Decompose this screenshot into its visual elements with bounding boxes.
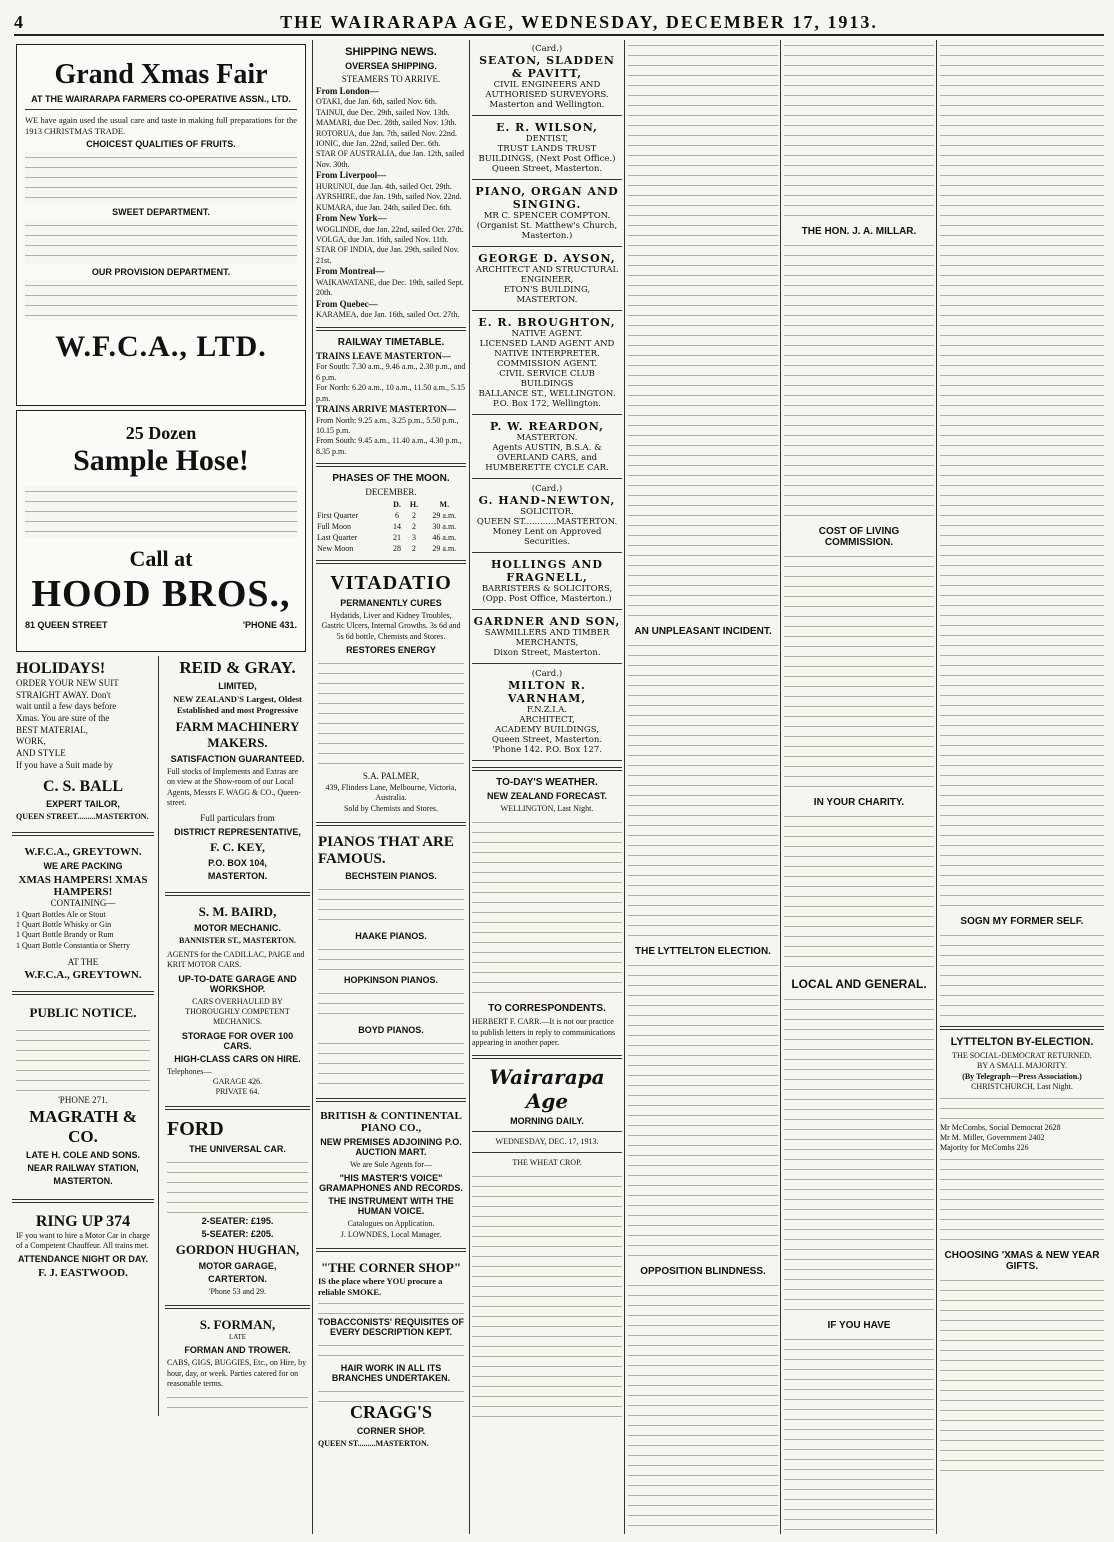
holidays-line: AND STYLE <box>16 748 66 759</box>
holidays-lines <box>16 678 150 772</box>
by-election-sub: THE SOCIAL-DEMOCRAT RETURNED. <box>952 1051 1092 1060</box>
greytown-at: AT THE <box>67 957 99 968</box>
if-you-have: IF YOU HAVE <box>827 1320 891 1331</box>
page-number: 4 <box>14 11 23 32</box>
rail-l1: For South: 7.30 a.m., 9.46 a.m., 2.30 p.m., and 6 p.m. <box>316 362 466 382</box>
corner-shop-ad <box>316 1258 466 1451</box>
card-line: (Organist St. Matthew's Church, Masterton.) <box>476 221 618 241</box>
baird-private: PRIVATE 64. <box>215 1087 260 1097</box>
moon-cell: 28 <box>392 543 401 553</box>
vitadatio-sub: PERMANENTLY CURES <box>340 597 442 608</box>
provision-heading: OUR PROVISION DEPARTMENT. <box>91 267 231 278</box>
hamper-item: 1 Quart Bottle Constantia or Sherry <box>16 940 130 950</box>
rail-arrive: TRAINS ARRIVE MASTERTON— <box>316 404 457 415</box>
moon-cell: 29 a.m. <box>432 543 457 553</box>
baird-storage: STORAGE FOR OVER 100 CARS. <box>181 1030 294 1051</box>
card-line: MR C. SPENCER COMPTON. <box>483 211 611 221</box>
nameplate-sub: MORNING DAILY. <box>510 1115 584 1126</box>
hamper-item: 1 Quart Bottle Whisky or Gin <box>16 919 112 929</box>
column-3 <box>472 40 622 1534</box>
ship-entry: KUMARA, due Jan. 24th, sailed Dec. 6th. <box>316 202 452 212</box>
ship-entry: MAMARI, due Dec. 28th, sailed Nov. 13th. <box>316 118 457 128</box>
moon-table <box>316 499 466 554</box>
card-line: ARCHITECT, <box>519 715 575 725</box>
card-name: SEATON, SLADDEN & PAVITT, <box>479 54 615 80</box>
greytown-title: W.F.C.A., GREYTOWN. <box>24 845 142 858</box>
card-line: ETON'S BUILDING, MASTERTON. <box>503 285 591 305</box>
baird-garage: UP-TO-DATE GARAGE AND WORKSHOP. <box>178 973 297 994</box>
xmas-fair-ad <box>16 44 306 406</box>
hon-millar: THE HON. J. A. MILLAR. <box>801 226 917 237</box>
ship-quebec-list <box>316 310 466 320</box>
farm-machinery: FARM MACHINERY MAKERS. <box>175 719 300 751</box>
xmas-fair-intro: WE have again used the usual care and taste in making full preparations for the 1913 CHRISTMAS TRADE. <box>25 115 297 136</box>
business-card <box>472 316 622 415</box>
card-line: 'Phone 142. P.O. Box 127. <box>492 745 602 755</box>
railway-title: RAILWAY TIMETABLE. <box>337 336 445 348</box>
card-line: QUEEN ST............MASTERTON. <box>476 517 618 527</box>
moon-cell: 2 <box>411 521 416 531</box>
baird-addr: BANNISTER ST., MASTERTON. <box>178 936 296 946</box>
vitadatio-cures: Hydatids, Liver and Kidney Troubles, Gastric Ulcers, Internal Growths. 3s 6d and 5s 6d bottle, Chemists and Stores. <box>321 610 461 641</box>
tailor-trade: EXPERT TAILOR, <box>46 798 120 809</box>
moon-month: DECEMBER. <box>365 487 417 498</box>
baird-title: S. M. BAIRD, <box>198 904 277 920</box>
card-line: CIVIL ENGINEERS AND AUTHORISED SURVEYORS. <box>485 80 609 100</box>
vitadatio-sold: Sold by Chemists and Stores. <box>343 803 438 813</box>
vitadatio-title: VITADATIO <box>330 571 452 594</box>
corner-q: IS the place where YOU procure a reliable SMOKE. <box>318 1276 443 1298</box>
from-ny: From New York— <box>316 212 387 223</box>
moon-cell: New Moon <box>317 543 354 553</box>
baird-overhaul: CARS OVERHAULED BY THOROUGHLY COMPETENT MECHANICS. <box>185 996 290 1027</box>
cost-of-living: COST OF LIVING COMMISSION. <box>818 526 900 548</box>
corner-hair: HAIR WORK IN ALL ITS BRANCHES UNDERTAKEN. <box>331 1363 451 1384</box>
card-line: LICENSED LAND AGENT AND NATIVE INTERPRETER. <box>479 339 615 359</box>
ship-ny-list <box>316 225 466 267</box>
nameplate-title: Wairarapa Age <box>489 1064 605 1113</box>
baird-agents: AGENTS for the CADILLAC, PAIGE and KRIT MOTOR CARS. <box>167 949 305 970</box>
card-line: CIVIL SERVICE CLUB BUILDINGS <box>499 369 595 389</box>
pianos-haake: HAAKE PIANOS. <box>355 930 427 941</box>
ship-entry: HURUNUI, due Jan. 4th, sailed Oct. 29th. <box>316 181 452 191</box>
in-your-charity: IN YOUR CHARITY. <box>813 797 905 808</box>
british-title: BRITISH & CONTINENTAL PIANO CO., <box>320 1109 462 1134</box>
ring-body: IF you want to hire a Motor Car in charge of a Competent Chauffeur. All trains met. <box>16 1230 150 1250</box>
ford-phone: 'Phone 53 and 29. <box>209 1286 266 1296</box>
pianos-boyd: BOYD PIANOS. <box>358 1024 424 1035</box>
from-quebec: From Quebec— <box>316 298 378 309</box>
ship-entry: IONIC, due Jan. 22nd, sailed Dec. 6th. <box>316 138 441 148</box>
corner-sub: CORNER SHOP. <box>356 1426 426 1437</box>
ship-entry: WOGLINDE, due Jan. 22nd, sailed Oct. 27th. <box>316 224 464 234</box>
moon-row <box>316 510 466 521</box>
unpleasant-incident: AN UNPLEASANT INCIDENT. <box>634 626 772 637</box>
british-agents: We are Sole Agents for— <box>350 1159 432 1169</box>
column-ads-left <box>12 40 310 1534</box>
holidays-line: Xmas. You are sure of the <box>16 713 110 724</box>
moon-cell: 2 <box>411 510 416 520</box>
card-label: (Card.) <box>531 44 563 54</box>
card-line: ACADEMY BUILDINGS, <box>495 725 599 735</box>
rep-town: MASTERTON. <box>207 871 268 882</box>
ship-liverpool-list <box>316 182 466 213</box>
holidays-line: ORDER YOUR NEW SUIT <box>16 678 119 688</box>
hamper-item: 1 Quart Bottle Brandy or Rum <box>16 930 114 940</box>
business-cards <box>472 44 622 761</box>
ford-five: 5-SEATER: £205. <box>201 1228 274 1239</box>
pianos-hop: HOPKINSON PIANOS. <box>343 974 438 985</box>
vitadatio-restores: RESTORES ENERGY <box>346 645 436 656</box>
baird-ad <box>165 902 310 1100</box>
reid-gray-body: Full stocks of Implements and Extras are on view at the Show-room of our Local Agents, Messrs F. WAGG & CO., Queen-street. <box>167 767 301 808</box>
holidays-title: HOLIDAYS! <box>16 660 106 677</box>
column-5 <box>784 40 934 1534</box>
xmas-fair-title: Grand Xmas Fair <box>54 59 268 90</box>
xmas-gifts: CHOOSING 'XMAS & NEW YEAR GIFTS. <box>944 1249 1100 1272</box>
moon-col-h: H. <box>409 499 419 509</box>
hose-ad <box>16 410 306 652</box>
wfca-logo-text: W.F.C.A., LTD. <box>55 330 267 364</box>
magrath-late: LATE H. COLE AND SONS. <box>25 1149 140 1160</box>
vitadatio-addr: 439, Flinders Lane, Melbourne, Victoria, Australia. <box>325 782 457 803</box>
ship-entry: VOLGA, due Jan. 16th, sailed Nov. 11th. <box>316 235 449 245</box>
moon-cell: 3 <box>411 532 416 542</box>
ship-london-list <box>316 97 466 170</box>
leader-title: THE WHEAT CROP. <box>512 1157 582 1167</box>
local-and-general: LOCAL AND GENERAL. <box>791 977 927 991</box>
public-notice-phone: 'PHONE 271. <box>58 1094 108 1105</box>
hamper-item: 1 Quart Bottles Ale or Stout <box>16 909 106 919</box>
card-line: ARCHITECT AND STRUCTURAL ENGINEER, <box>475 265 619 285</box>
business-card <box>472 669 622 761</box>
shipping-sub2: STEAMERS TO ARRIVE. <box>341 74 441 84</box>
baird-garage-no: GARAGE 426. <box>212 1077 263 1087</box>
card-name: HOLLINGS AND FRAGNELL, <box>491 558 603 584</box>
vitadatio-ad <box>316 570 466 816</box>
lyttelton-election: THE LYTTELTON ELECTION. <box>635 946 771 957</box>
forman-title: S. FORMAN, <box>199 1317 276 1333</box>
moon-row <box>316 521 466 532</box>
correspondents-title: TO CORRESPONDENTS. <box>488 1003 606 1015</box>
particulars-from: Full particulars from <box>200 812 275 823</box>
hose-top: 25 Dozen <box>125 423 197 443</box>
hose-phone: 'PHONE 431. <box>242 620 297 630</box>
rail-a2: From South: 9.45 a.m., 11.40 a.m., 4.30 p.m., 8.35 p.m. <box>316 436 462 456</box>
public-notice-title: PUBLIC NOTICE. <box>29 1004 137 1020</box>
ship-entry: KARAMEA, due Jan. 16th, sailed Oct. 27th. <box>316 310 460 320</box>
lyttelton-by-election: LYTTELTON BY-ELECTION. <box>950 1036 1094 1048</box>
baird-tel: Telephones— <box>167 1066 212 1076</box>
by-election-dateline: CHRISTCHURCH, Last Night. <box>971 1082 1073 1092</box>
holidays-line: wait until a few days before <box>16 701 117 712</box>
british-hmv: "HIS MASTER'S VOICE" GRAMAPHONES AND RECORDS. <box>319 1173 463 1194</box>
hamper-items <box>16 910 150 952</box>
business-card <box>472 252 622 311</box>
holidays-line: If you have a Suit made by <box>16 759 113 770</box>
forman-late: LATE <box>228 1333 247 1342</box>
by-election-sub2: BY A SMALL MAJORITY. <box>977 1061 1067 1071</box>
corner-tob: TOBACCONISTS' REQUISITES OF EVERY DESCRIPTION KEPT. <box>318 1317 464 1338</box>
hose-title: Sample Hose! <box>73 444 249 477</box>
masthead <box>14 10 1104 36</box>
card-name: E. R. BROUGHTON, <box>478 316 616 329</box>
pianos-bech: BECHSTEIN PIANOS. <box>345 870 437 881</box>
ford-ad <box>165 1116 310 1299</box>
ship-entry: STAR OF INDIA, due Jan. 29th, sailed Nov. 21st. <box>316 245 460 265</box>
masthead-title: THE WAIRARAPA AGE, WEDNESDAY, DECEMBER 17, 1913. <box>280 11 878 32</box>
card-line: SAWMILLERS AND TIMBER MERCHANTS, <box>484 628 610 648</box>
holidays-ad <box>12 656 154 826</box>
card-line: Queen Street, Masterton. <box>491 735 603 745</box>
corner-title: "THE CORNER SHOP" <box>320 1260 462 1276</box>
nameplate-date: WEDNESDAY, DEC. 17, 1913. <box>495 1136 599 1146</box>
moon-col-m: M. <box>439 499 450 509</box>
card-name: E. R. WILSON, <box>496 121 598 134</box>
from-london: From London— <box>316 85 379 96</box>
column-4 <box>628 40 778 1534</box>
holidays-line: WORK, <box>16 736 46 747</box>
moon-cell: 30 a.m. <box>432 521 457 531</box>
pianos-ad <box>316 832 466 1092</box>
column-6 <box>940 40 1104 1534</box>
rep-box: P.O. BOX 104, <box>208 858 267 869</box>
card-line: Dixon Street, Masterton. <box>493 648 601 658</box>
opposition-blindness: OPPOSITION BLINDNESS. <box>640 1266 766 1277</box>
business-card <box>472 615 622 664</box>
ship-entry: OTAKI, due Jan. 6th, sailed Nov. 6th. <box>316 97 437 107</box>
vitadatio-maker: S.A. PALMER, <box>362 771 420 782</box>
magrath-near: NEAR RAILWAY STATION, <box>27 1162 139 1173</box>
moon-title: PHASES OF THE MOON. <box>332 473 450 485</box>
baird-sub: MOTOR MECHANIC. <box>194 923 281 934</box>
moon-cell: Last Quarter <box>317 532 358 542</box>
weather-sub: NEW ZEALAND FORECAST. <box>487 791 607 801</box>
weather-title: TO-DAY'S WEATHER. <box>496 777 598 788</box>
card-name: P. W. REARDON, <box>490 420 604 433</box>
forman-ad <box>165 1315 310 1415</box>
moon-cell: Full Moon <box>317 521 352 531</box>
xmas-fair-subtitle: AT THE WAIRARAPA FARMERS CO-OPERATIVE ASSN., LTD. <box>31 94 291 104</box>
pianos-title: PIANOS THAT ARE FAMOUS. <box>318 833 454 867</box>
greytown-ad <box>12 842 154 985</box>
card-line: Money Lent on Approved Securities. <box>492 527 602 547</box>
by-election-tel: (By Telegraph—Press Association.) <box>962 1071 1082 1081</box>
card-label: (Card.) <box>531 669 563 679</box>
moon-cell: 14 <box>392 521 401 531</box>
card-name: PIANO, ORGAN AND SINGING. <box>475 185 619 211</box>
forman-firm: FORMAN AND TROWER. <box>184 1345 291 1356</box>
business-card <box>472 185 622 247</box>
hose-call: Call at <box>129 546 193 571</box>
tailor-address: QUEEN STREET.........MASTERTON. <box>16 811 149 821</box>
shipping-sub: OVERSEA SHIPPING. <box>345 61 437 71</box>
rail-a1: From North: 9.25 a.m., 3.25 p.m., 5.50 p.m., 10.15 p.m. <box>316 415 459 436</box>
business-card <box>472 558 622 610</box>
ship-entry: ROTORUA, due Jan. 7th, sailed Nov. 22nd. <box>316 128 457 138</box>
rail-l2: For North: 6.20 a.m., 10 a.m., 11.50 a.m., 5.15 p.m. <box>316 383 466 403</box>
from-montreal: From Montreal— <box>316 266 385 277</box>
ship-entry: WAIKAWATANE, due Dec. 19th, sailed Sept. 20th. <box>316 277 464 298</box>
tailor-name: C. S. BALL <box>42 777 124 795</box>
ship-entry: AYRSHIRE, due Jan. 19th, sailed Nov. 22nd. <box>316 192 462 202</box>
ford-two: 2-SEATER: £195. <box>201 1215 274 1226</box>
moon-row <box>316 532 466 543</box>
card-line: COMMISSION AGENT. <box>497 359 597 369</box>
eastwood: F. J. EASTWOOD. <box>38 1267 128 1280</box>
moon-cell: 46 a.m. <box>432 532 457 542</box>
ring-title: RING UP 374 <box>35 1212 131 1230</box>
rep-name: F. C. KEY, <box>210 840 265 855</box>
hampers-title: XMAS HAMPERS! XMAS HAMPERS! <box>18 873 148 898</box>
moon-cell: 29 a.m. <box>432 510 457 520</box>
reid-gray-title: REID & GRAY. <box>179 658 296 677</box>
sogn-former-self: SOGN MY FORMER SELF. <box>960 916 1084 927</box>
card-line: BALLANCE ST., WELLINGTON. <box>478 389 616 399</box>
moon-cell: 2 <box>411 543 416 553</box>
moon-col-d: D. <box>393 499 401 509</box>
card-line: F.N.Z.I.A. <box>526 705 568 715</box>
sweets-heading: SWEET DEPARTMENT. <box>112 207 210 218</box>
holidays-line: BEST MATERIAL, <box>16 724 88 735</box>
card-line: MASTERTON. <box>516 433 578 443</box>
card-name: MILTON R. VARNHAM, <box>507 679 587 705</box>
magrath-firm: MAGRATH & CO. <box>29 1106 137 1146</box>
moon-cell: 6 <box>394 510 399 520</box>
british-new: NEW PREMISES ADJOINING P.O. AUCTION MART. <box>320 1136 462 1157</box>
british-manager: J. LOWNDES, Local Manager. <box>340 1229 442 1239</box>
greytown-packing: WE ARE PACKING <box>43 860 123 871</box>
result-mccombs: Mr McCombs, Social Democrat 2628 <box>940 1122 1061 1132</box>
district-rep: DISTRICT REPRESENTATIVE, <box>174 827 301 838</box>
ring-up-ad <box>12 1209 154 1284</box>
business-card <box>472 44 622 116</box>
ship-montreal-list <box>316 278 466 299</box>
card-name: GARDNER AND SON, <box>473 615 621 628</box>
ford-title: FORD <box>167 1117 224 1140</box>
holidays-line: STRAIGHT AWAY. Don't <box>16 689 111 700</box>
hood-bros: HOOD BROS., <box>31 573 291 615</box>
card-line: NATIVE AGENT. <box>511 329 583 339</box>
british-piano-ad <box>316 1108 466 1242</box>
corner-addr: QUEEN ST.........MASTERTON. <box>318 1439 429 1449</box>
moon-row <box>316 543 466 554</box>
card-label: (Card.) <box>531 484 563 494</box>
ship-entry: STAR OF AUSTRALIA, due Jan. 12th, sailed Nov. 30th. <box>316 149 465 169</box>
reid-gray-line1: NEW ZEALAND'S Largest, Oldest Established and most Progressive <box>173 694 302 716</box>
card-line: DENTIST, <box>525 134 569 144</box>
rail-leave: TRAINS LEAVE MASTERTON— <box>316 350 451 361</box>
baird-hire: HIGH-CLASS CARS ON HIRE. <box>174 1053 301 1064</box>
card-line: TRUST LANDS TRUST BUILDINGS, (Next Post Office.) <box>478 144 616 164</box>
public-notice-ad <box>12 1001 154 1193</box>
reid-gray-ad <box>165 656 310 886</box>
magrath-town: MASTERTON. <box>53 1175 113 1186</box>
card-name: GEORGE D. AYSON, <box>478 252 616 265</box>
card-line: BARRISTERS & SOLICITORS, <box>481 584 613 594</box>
ford-garage: MOTOR GARAGE, <box>198 1260 277 1271</box>
gordon-hughan: GORDON HUGHAN, <box>175 1241 300 1257</box>
forman-body: CABS, GIGS, BUGGIES, Etc., on Hire, by hour, day, or week. Parties catered for on reasonable terms. <box>167 1358 307 1389</box>
shipping-title: SHIPPING NEWS. <box>345 46 437 58</box>
business-card <box>472 121 622 180</box>
british-cat: Catalogues on Application. <box>347 1219 435 1229</box>
result-miller: Mr M. Miller, Government 2402 <box>940 1132 1045 1142</box>
card-name: G. HAND-NEWTON, <box>478 494 616 507</box>
ship-entry: TAINUI, due Dec. 29th, sailed Nov. 13th. <box>316 107 450 117</box>
craggs: CRAGG'S <box>349 1402 432 1423</box>
moon-cell: 21 <box>392 532 401 542</box>
ford-sub: THE UNIVERSAL CAR. <box>189 1143 286 1154</box>
hose-address: 81 QUEEN STREET <box>25 620 108 630</box>
card-line: (Opp. Post Office, Masterton.) <box>482 594 612 604</box>
british-inst: THE INSTRUMENT WITH THE HUMAN VOICE. <box>328 1196 454 1217</box>
business-card <box>472 420 622 479</box>
card-line: SOLICITOR. <box>520 507 574 517</box>
reid-gray-ltd: LIMITED, <box>218 681 257 691</box>
containing-label: CONTAINING— <box>50 897 116 908</box>
ford-town: CARTERTON. <box>208 1273 267 1284</box>
moon-cell: First Quarter <box>317 510 359 520</box>
fruits-heading: CHOICEST QUALITIES OF FRUITS. <box>86 139 236 150</box>
card-line: P.O. Box 172, Wellington. <box>493 399 601 409</box>
card-line: Masterton and Wellington. <box>489 100 605 110</box>
card-line: Queen Street, Masterton. <box>491 164 603 174</box>
from-liverpool: From Liverpool— <box>316 170 387 181</box>
column-2 <box>316 40 466 1534</box>
card-line: Agents AUSTIN, B.S.A. & OVERLAND CARS, and HUMBERETTE CYCLE CAR. <box>485 443 609 473</box>
business-card <box>472 484 622 553</box>
weather-dateline: WELLINGTON, Last Night. <box>500 804 594 813</box>
greytown-foot: W.F.C.A., GREYTOWN. <box>24 968 142 981</box>
ring-attend: ATTENDANCE NIGHT OR DAY. <box>17 1254 148 1265</box>
satisfaction: SATISFACTION GUARANTEED. <box>170 754 305 765</box>
result-majority: Majority for McCombs 226 <box>940 1143 1029 1153</box>
correspondents-body: HERBERT F. CARR.—It is not our practice to publish letters in reply to communications appearing in another paper. <box>472 1017 616 1048</box>
